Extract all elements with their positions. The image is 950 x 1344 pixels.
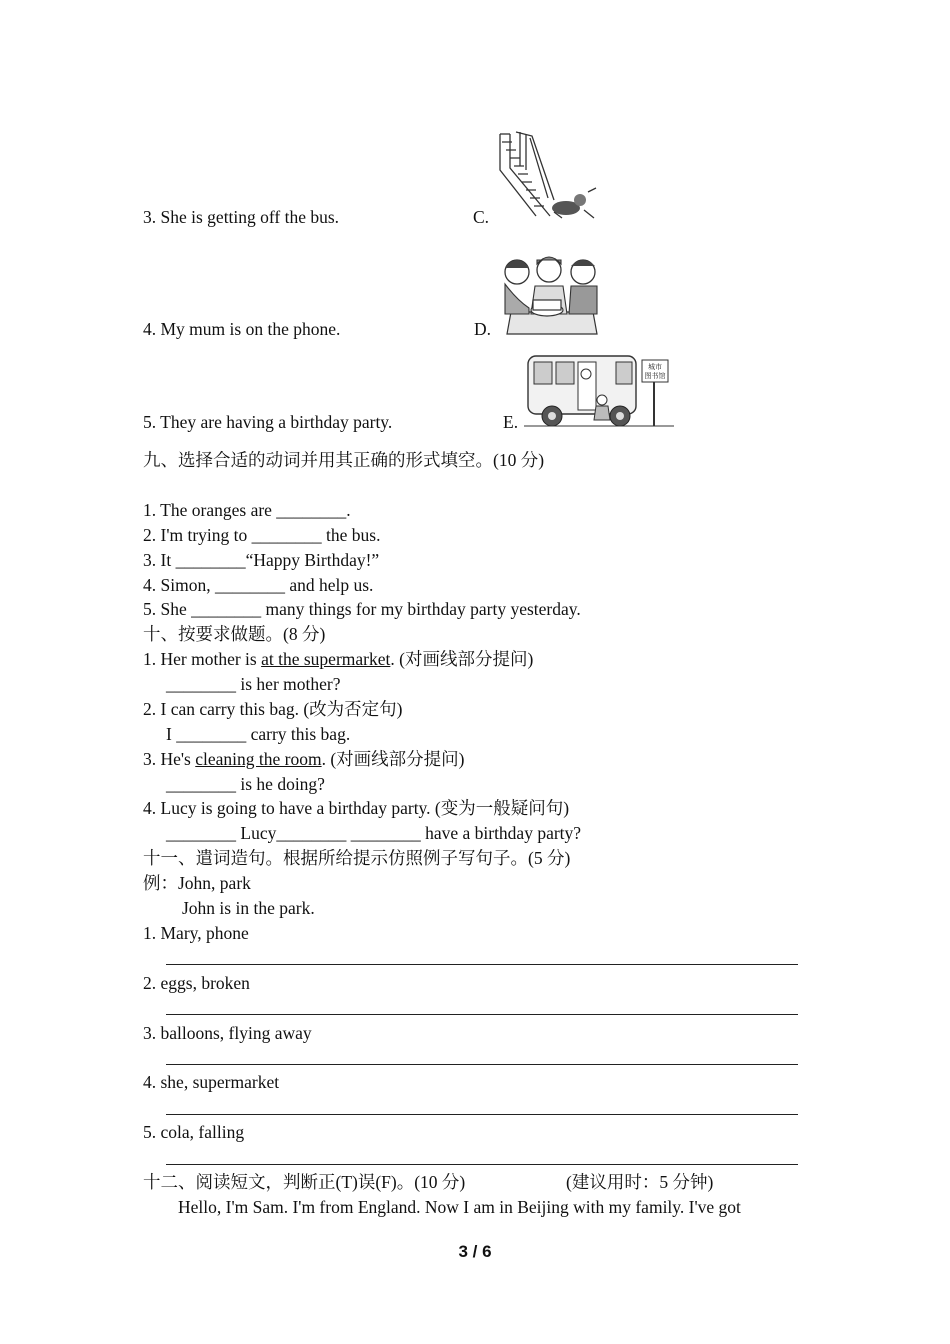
section12-time-hint: (建议用时：5 分钟) bbox=[566, 1172, 714, 1192]
stairs-fall-picture bbox=[496, 130, 604, 224]
section9-line-3: 3. It ________“Happy Birthday!” bbox=[143, 550, 380, 570]
answer-line-5 bbox=[166, 1164, 798, 1165]
answer-line-2 bbox=[166, 1014, 798, 1015]
section11-title: 十一、遣词造句。根据所给提示仿照例子写句子。(5 分) bbox=[143, 848, 571, 868]
section12-passage-line-1: Hello, I'm Sam. I'm from England. Now I am in Beijing with my family. I've got bbox=[178, 1197, 741, 1217]
bus-sign-text-1: 城市 bbox=[648, 363, 662, 371]
section10-title: 十、按要求做题。(8 分) bbox=[143, 624, 326, 644]
match-letter-e: E. bbox=[503, 412, 519, 432]
section9-line-2: 2. I'm trying to ________ the bus. bbox=[143, 525, 381, 545]
section11-example-label: 例：John, park bbox=[143, 873, 251, 893]
section10-q4: 4. Lucy is going to have a birthday party. (变为一般疑问句) bbox=[143, 798, 570, 818]
match-sentence-5: 5. They are having a birthday party. bbox=[143, 412, 393, 432]
q1-underlined: at the supermarket bbox=[261, 649, 391, 669]
page-number: 3 / 6 bbox=[458, 1242, 492, 1261]
match-letter-c: C. bbox=[473, 207, 490, 227]
answer-line-3 bbox=[166, 1064, 798, 1065]
section11-prompt-5: 5. cola, falling bbox=[143, 1122, 245, 1142]
section11-prompt-3: 3. balloons, flying away bbox=[143, 1023, 312, 1043]
q1-pre: 1. Her mother is bbox=[143, 649, 262, 669]
answer-line-1 bbox=[166, 964, 798, 965]
section11-prompt-1: 1. Mary, phone bbox=[143, 923, 249, 943]
answer-line-4 bbox=[166, 1114, 798, 1115]
section12-title: 十二、阅读短文，判断正(T)误(F)。(10 分) bbox=[143, 1172, 466, 1192]
match-letter-d: D. bbox=[474, 319, 492, 339]
section10-q1-answer: ________ is her mother? bbox=[166, 674, 341, 694]
q3-underlined: cleaning the room bbox=[195, 749, 322, 769]
section10-q4-answer: ________ Lucy________ ________ have a birthday party? bbox=[166, 823, 582, 843]
q1-post: . (对画线部分提问) bbox=[390, 649, 534, 669]
section10-q2-answer: I ________ carry this bag. bbox=[166, 724, 351, 744]
bus-stop-picture bbox=[524, 350, 674, 430]
birthday-party-picture bbox=[497, 252, 605, 336]
section9-line-4: 4. Simon, ________ and help us. bbox=[143, 575, 374, 595]
section11-example-answer: John is in the park. bbox=[182, 898, 315, 918]
match-sentence-3: 3. She is getting off the bus. bbox=[143, 207, 340, 227]
section10-q3 bbox=[143, 748, 465, 770]
section10-q2: 2. I can carry this bag. (改为否定句) bbox=[143, 699, 403, 719]
section11-prompt-4: 4. she, supermarket bbox=[143, 1072, 280, 1092]
q3-post: . (对画线部分提问) bbox=[321, 749, 465, 769]
section9-title: 九、选择合适的动词并用其正确的形式填空。(10 分) bbox=[143, 450, 545, 470]
bus-sign-text-2: 图书馆 bbox=[644, 372, 666, 380]
q3-pre: 3. He's bbox=[143, 749, 196, 769]
section11-prompt-2: 2. eggs, broken bbox=[143, 973, 250, 993]
match-sentence-4: 4. My mum is on the phone. bbox=[143, 319, 341, 339]
section9-line-1: 1. The oranges are ________. bbox=[143, 500, 351, 520]
section10-q3-answer: ________ is he doing? bbox=[166, 774, 325, 794]
section9-line-5: 5. She ________ many things for my birthday party yesterday. bbox=[143, 599, 581, 619]
section10-q1 bbox=[143, 648, 533, 670]
